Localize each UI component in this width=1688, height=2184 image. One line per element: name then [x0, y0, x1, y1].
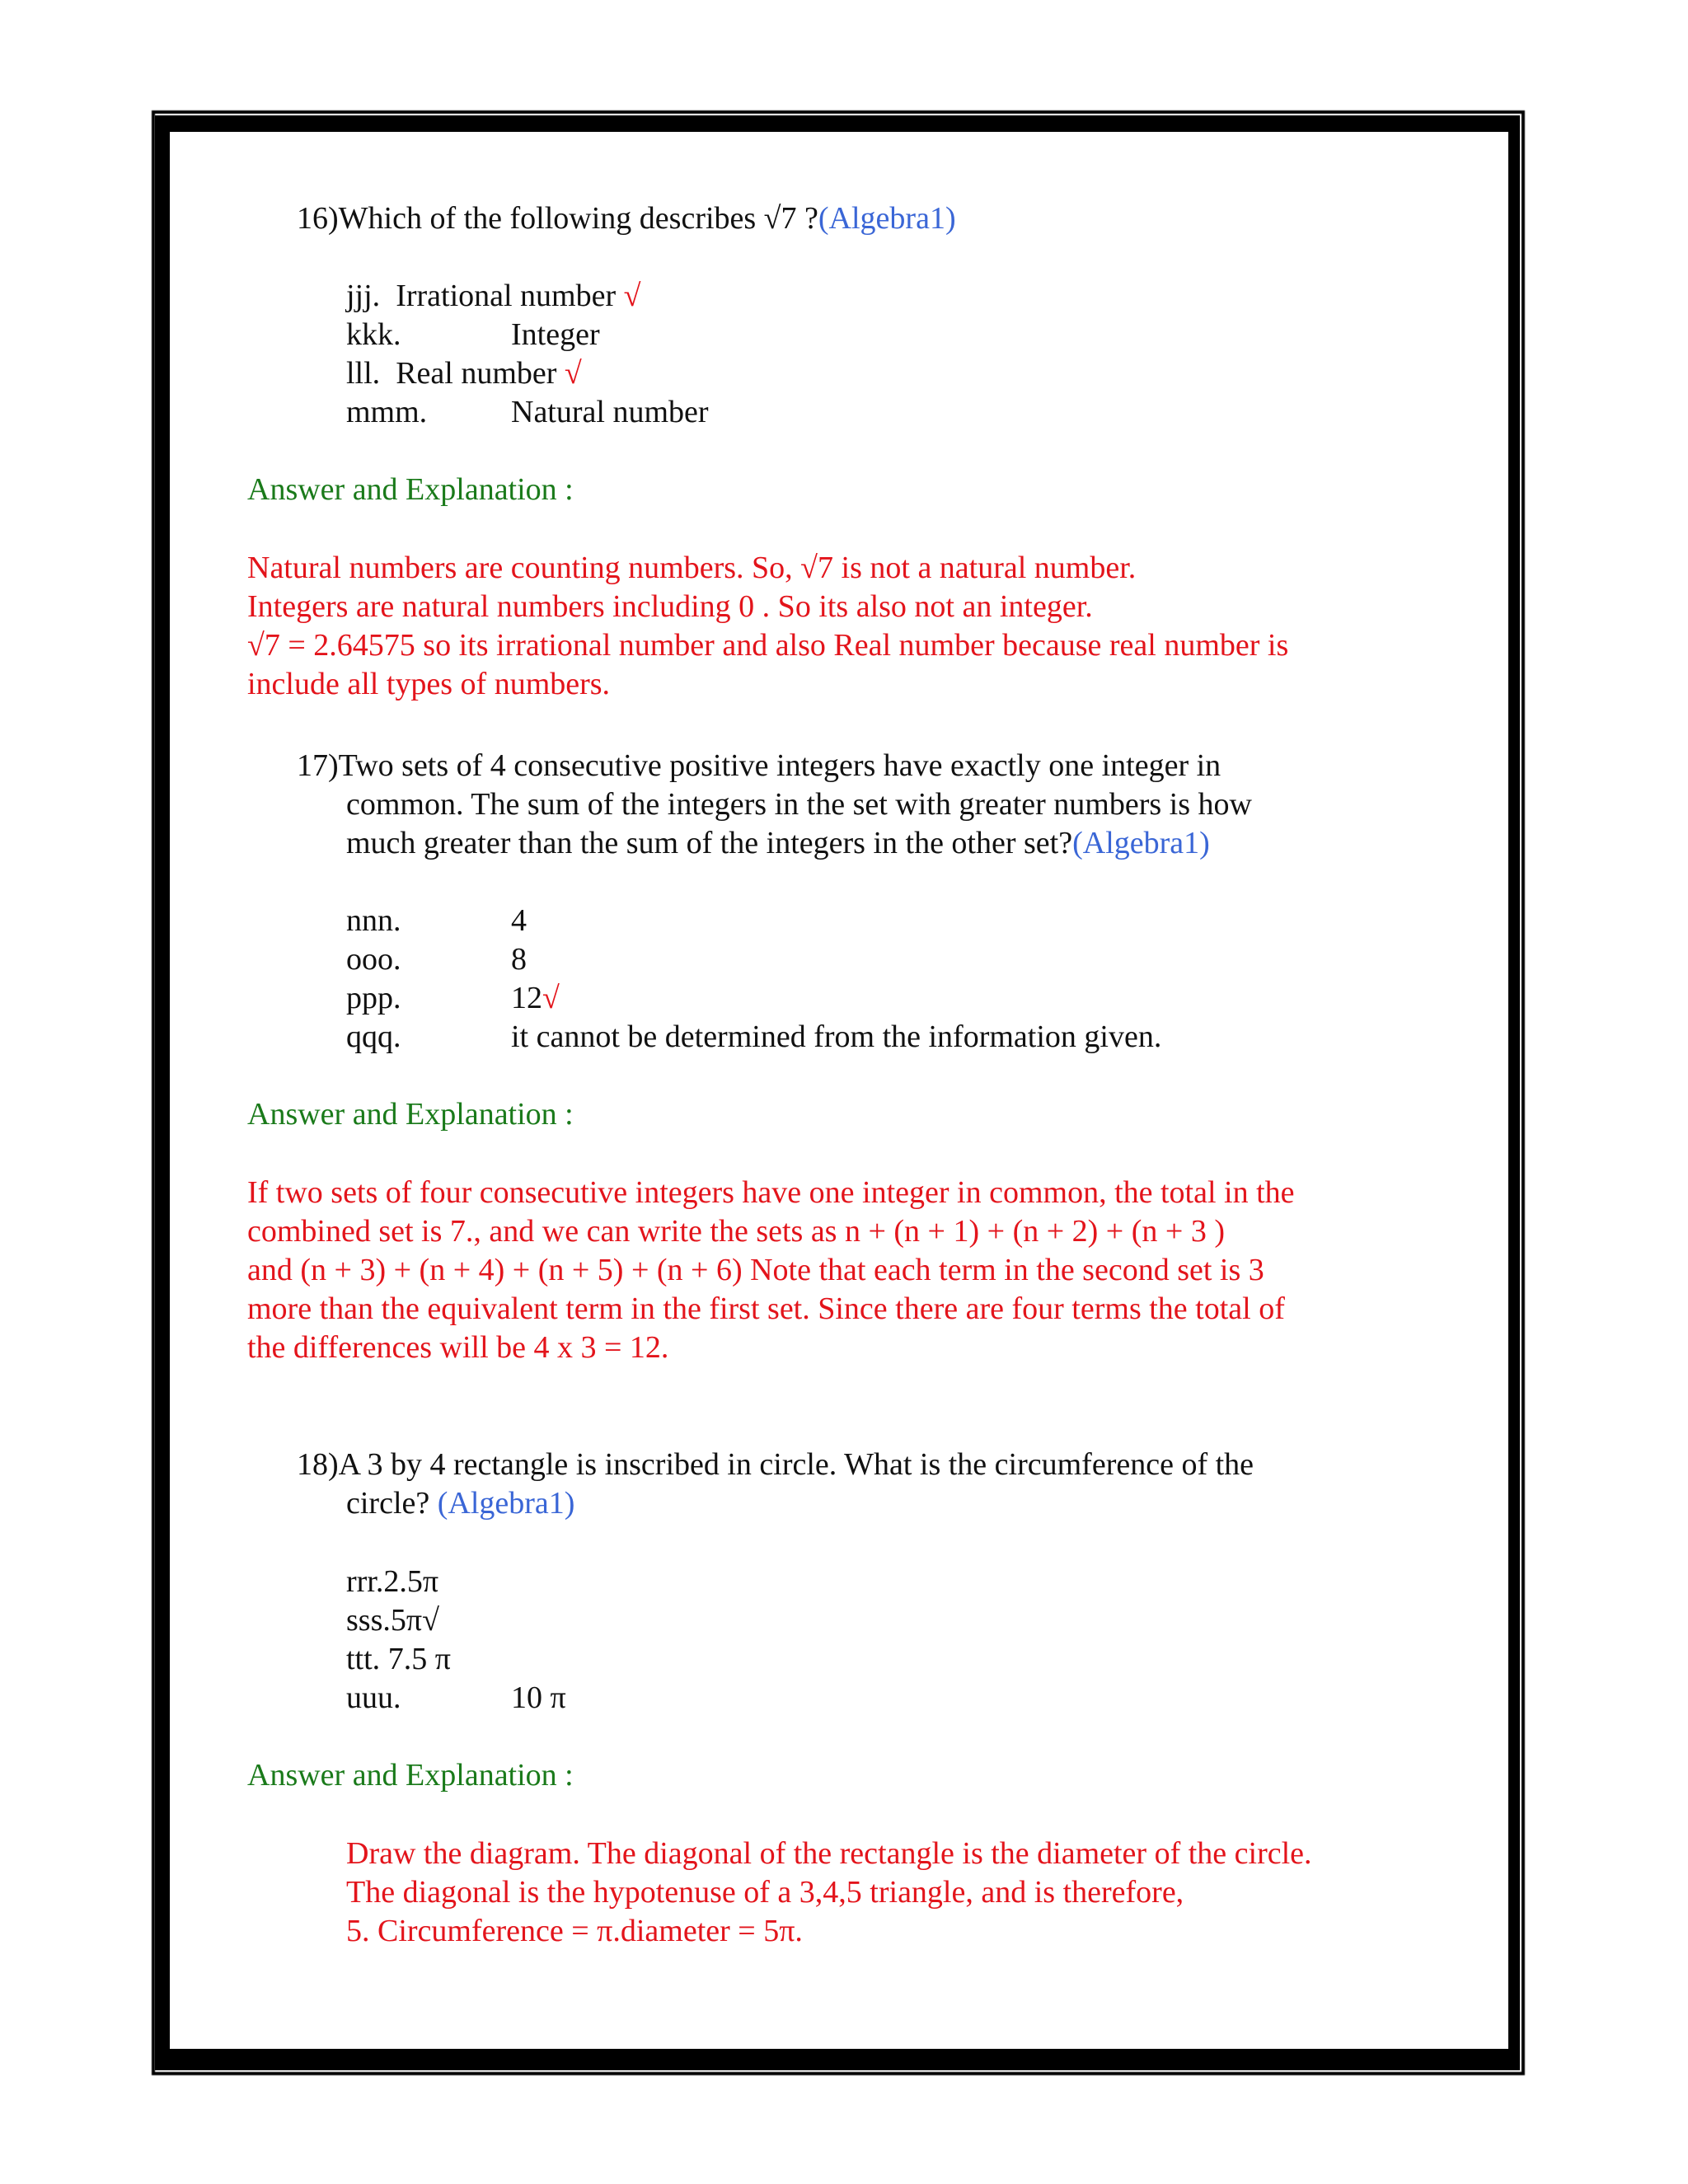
explanation-line: and (n + 3) + (n + 4) + (n + 5) + (n + 6) Note that each term in the second set is 3 — [247, 1253, 1264, 1287]
option-letter: rrr. — [346, 1564, 384, 1599]
option-letter: lll. — [346, 356, 381, 391]
option-text: 10 π — [511, 1680, 566, 1715]
explanation-line: the differences will be 4 x 3 = 12. — [247, 1330, 669, 1365]
option-item — [346, 393, 427, 432]
explanation-line: Natural numbers are counting numbers. So, √7 is not a natural number. — [247, 551, 1137, 585]
option-item — [346, 1640, 451, 1679]
explanation-line: include all types of numbers. — [247, 667, 611, 701]
question-17 — [297, 747, 1221, 785]
explanation-line: combined set is 7., and we can write the sets as n + (n + 1) + (n + 2) + (n + 3 ) — [247, 1214, 1225, 1249]
check-mark-icon: √ — [422, 1603, 439, 1638]
option-text: 2.5π — [383, 1564, 439, 1599]
topic-label: (Algebra1) — [818, 201, 956, 236]
option-text: 4 — [511, 903, 527, 938]
topic-label: (Algebra1) — [1072, 826, 1210, 860]
question-text: Two sets of 4 consecutive positive integers have exactly one integer in — [338, 748, 1221, 783]
question-number: 17) — [297, 748, 339, 783]
option-text: it cannot be determined from the information given. — [511, 1019, 1162, 1054]
option-item — [346, 316, 401, 354]
option-letter: uuu. — [346, 1680, 401, 1715]
option-letter: kkk. — [346, 317, 401, 352]
option-letter: ooo. — [346, 942, 401, 977]
option-letter: sss. — [346, 1603, 391, 1638]
question-16 — [297, 199, 956, 238]
answer-heading: Answer and Explanation : — [247, 1097, 574, 1132]
question-text: A 3 by 4 rectangle is inscribed in circle. What is the circumference of the — [338, 1447, 1254, 1482]
answer-heading: Answer and Explanation : — [247, 472, 574, 507]
option-text: 7.5 π — [387, 1642, 451, 1676]
option-text: 12 — [511, 981, 542, 1015]
question-text: common. The sum of the integers in the set with greater numbers is how — [346, 787, 1252, 822]
check-mark-icon: √ — [564, 356, 582, 391]
question-number: 18) — [297, 1447, 339, 1482]
option-item — [346, 277, 641, 316]
option-letter: ttt. — [346, 1642, 381, 1676]
explanation-line: If two sets of four consecutive integers have one integer in common, the total in the — [247, 1175, 1295, 1210]
option-item — [346, 1601, 439, 1640]
option-text: Irrational number — [396, 279, 617, 313]
explanation-line: The diagonal is the hypotenuse of a 3,4,5 triangle, and is therefore, — [346, 1875, 1184, 1910]
topic-label: (Algebra1) — [437, 1486, 575, 1521]
question-18 — [297, 1446, 1254, 1484]
option-text: Integer — [511, 317, 600, 352]
question-text-line: circle? (Algebra1) — [346, 1486, 575, 1521]
check-mark-icon: √ — [623, 279, 641, 313]
option-letter: ppp. — [346, 981, 401, 1015]
option-text: 5π — [390, 1603, 423, 1638]
explanation-line: 5. Circumference = π.diameter = 5π. — [346, 1914, 803, 1948]
answer-heading: Answer and Explanation : — [247, 1758, 574, 1793]
explanation-line: √7 = 2.64575 so its irrational number and also Real number because real number is — [247, 628, 1289, 663]
option-letter: mmm. — [346, 395, 428, 429]
option-item — [346, 354, 582, 393]
option-item — [511, 979, 560, 1018]
option-text: Natural number — [511, 395, 709, 429]
question-number: 16) — [297, 201, 339, 236]
option-item — [346, 1563, 438, 1601]
question-text-line: much greater than the sum of the integers in the other set?(Algebra1) — [346, 826, 1210, 860]
explanation-line: more than the equivalent term in the first set. Since there are four terms the total of — [247, 1291, 1285, 1326]
check-mark-icon: √ — [542, 981, 560, 1015]
question-text: Which of the following describes √7 ? — [338, 201, 818, 236]
option-letter: qqq. — [346, 1019, 401, 1054]
option-letter: jjj. — [346, 279, 381, 313]
explanation-line: Integers are natural numbers including 0 . So its also not an integer. — [247, 589, 1093, 624]
explanation-line: Draw the diagram. The diagonal of the rectangle is the diameter of the circle. — [346, 1836, 1312, 1871]
option-letter: nnn. — [346, 903, 401, 938]
option-text: Real number — [396, 356, 557, 391]
option-text: 8 — [511, 942, 527, 977]
